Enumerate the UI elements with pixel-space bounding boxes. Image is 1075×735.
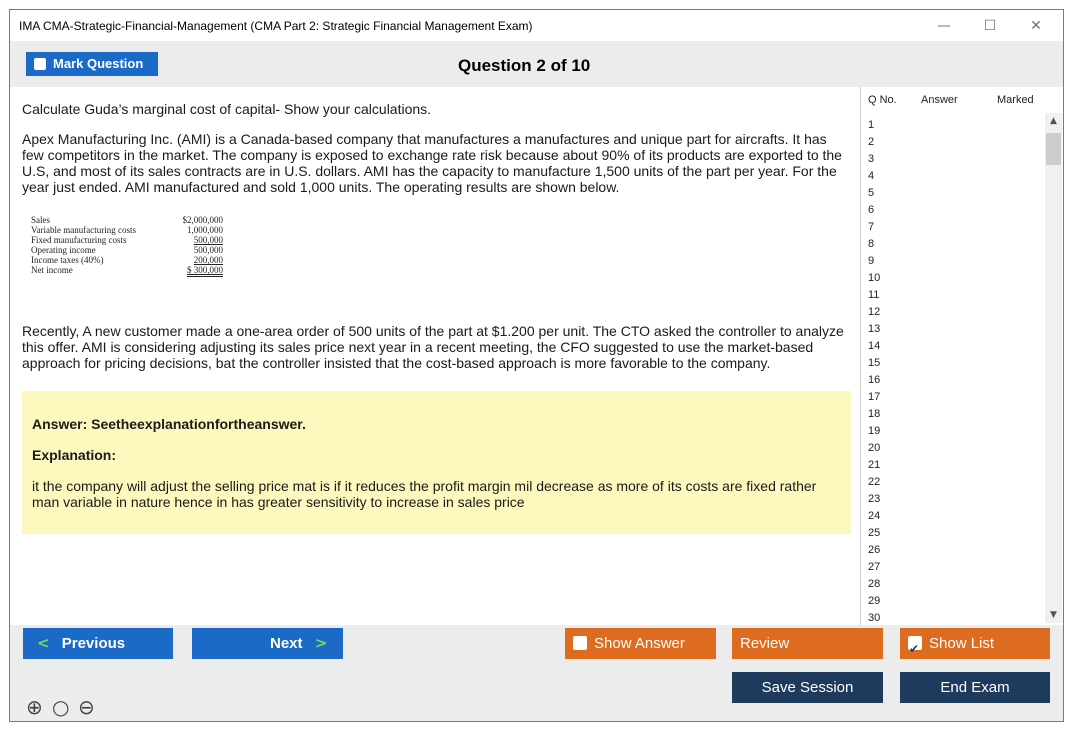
list-item[interactable]: 22 (868, 476, 881, 488)
zoom-reset-icon[interactable]: ○ (52, 695, 70, 719)
zoom-out-icon[interactable]: ⊖ (78, 695, 95, 719)
checkbox-icon (34, 58, 46, 70)
list-item[interactable]: 10 (868, 272, 881, 284)
app-window (9, 9, 1064, 722)
list-item[interactable]: 26 (868, 544, 881, 556)
list-item[interactable]: 29 (868, 595, 881, 607)
answer-box (22, 391, 851, 534)
list-item[interactable]: 19 (868, 425, 881, 437)
list-item[interactable]: 9 (868, 255, 875, 267)
chevron-right-icon: > (314, 634, 328, 652)
question-content (10, 87, 859, 625)
table-row: Fixed manufacturing costs 500,000 (31, 235, 223, 245)
review-label: Review (740, 635, 790, 652)
scrollbar-thumb[interactable] (1046, 133, 1061, 165)
scroll-up-icon[interactable]: ▲ (1050, 116, 1057, 126)
list-item[interactable]: 13 (868, 323, 881, 335)
list-item[interactable]: 3 (868, 153, 875, 165)
column-header-marked: Marked (997, 94, 1034, 106)
show-list-label: Show List (929, 635, 995, 652)
list-item[interactable]: 28 (868, 578, 881, 590)
bottom-bar (10, 625, 1063, 721)
list-item[interactable]: 1 (868, 119, 875, 131)
mark-question-button[interactable] (26, 52, 158, 76)
table-row: Operating income 500,000 (31, 245, 223, 255)
title-bar (10, 10, 1063, 41)
minimize-icon[interactable]: — (937, 18, 951, 34)
list-item[interactable]: 30 (868, 612, 881, 624)
list-item[interactable]: 7 (868, 221, 875, 233)
show-answer-button[interactable] (565, 628, 716, 659)
table-row: Income taxes (40%) 200,000 (31, 255, 223, 265)
table-row: Variable manufacturing costs 1,000,000 (31, 225, 223, 235)
list-item[interactable]: 20 (868, 442, 881, 454)
previous-button[interactable] (23, 628, 173, 659)
list-item[interactable]: 23 (868, 493, 881, 505)
question-paragraph-2: Recently, A new customer made a one-area order of 500 units of the part at $1.200 per unit. The CTO asked the controller to analyze this offer. AMI is considering adjusting its sales price next year in a recent meeting, the CFO suggested to use the market-based approach for pricing decisions, bat the controller insisted that the cost-based approach is more favorable to the company. (22, 323, 844, 371)
show-answer-label: Show Answer (594, 635, 685, 652)
list-item[interactable]: 27 (868, 561, 881, 573)
end-exam-label: End Exam (940, 679, 1010, 696)
save-session-label: Save Session (761, 679, 854, 696)
column-header-qno: Q No. (868, 94, 897, 106)
explanation-heading: Explanation: (32, 447, 117, 463)
list-item[interactable]: 2 (868, 136, 875, 148)
column-header-answer: Answer (921, 94, 958, 106)
list-item[interactable]: 15 (868, 357, 881, 369)
mark-question-label: Mark Question (53, 56, 144, 71)
explanation-text: it the company will adjust the selling price mat is if it reduces the profit margin mil decrease as more of its costs are fixed rather man variable in nature hence in has greater sensitivity to increase in sales price (32, 478, 817, 510)
list-item[interactable]: 14 (868, 340, 881, 352)
previous-label: Previous (61, 635, 126, 652)
question-paragraph-1: Apex Manufacturing Inc. (AMI) is a Canada-based company that manufactures a manufactures and unique part for aircrafts. It has few competitors in the market. The company is exposed to exchange rate risk because about 90% of its products are exported to the U.S, and most of its sales contracts are in U.S. dollars. AMI has the capacity to manufacture 1,500 units of the part per year. For the year just ended. AMI manufactured and sold 1,000 units. The operating results are shown below. (22, 131, 842, 195)
maximize-icon[interactable]: ☐ (983, 18, 997, 34)
list-item[interactable]: 18 (868, 408, 881, 420)
list-item[interactable]: 4 (868, 170, 875, 182)
scroll-down-icon[interactable]: ▼ (1050, 610, 1057, 620)
list-item[interactable]: 6 (868, 204, 875, 216)
table-row: Net income $ 300,000 (31, 265, 223, 275)
list-item[interactable]: 25 (868, 527, 881, 539)
list-item[interactable]: 5 (868, 187, 875, 199)
checkbox-checked-icon (908, 636, 922, 650)
zoom-in-icon[interactable]: ⊕ (26, 695, 43, 719)
operating-results-table (31, 215, 241, 295)
table-row: Sales $2,000,000 (31, 215, 223, 225)
list-item[interactable]: 11 (868, 289, 880, 301)
end-exam-button[interactable] (900, 672, 1050, 703)
chevron-left-icon: < (37, 634, 50, 652)
question-list-panel (860, 87, 1063, 625)
next-button[interactable] (192, 628, 343, 659)
list-item[interactable]: 8 (868, 238, 875, 250)
save-session-button[interactable] (732, 672, 883, 703)
question-prompt: Calculate Guda’s marginal cost of capital- Show your calculations. (22, 101, 432, 117)
window-title: IMA CMA-Strategic-Financial-Management (CMA Part 2: Strategic Financial Management Exam) (19, 19, 533, 33)
review-dropdown[interactable] (732, 628, 883, 659)
question-counter: Question 2 of 10 (458, 56, 591, 75)
question-list-scrollbar[interactable] (1045, 113, 1062, 623)
list-item[interactable]: 17 (868, 391, 881, 403)
close-icon[interactable]: ✕ (1030, 18, 1042, 34)
list-item[interactable]: 21 (868, 459, 881, 471)
toolbar (10, 41, 1063, 87)
show-list-toggle[interactable] (900, 628, 1050, 659)
answer-line: Answer: Seetheexplanationfortheanswer. (32, 416, 306, 432)
list-item[interactable]: 12 (868, 306, 881, 318)
list-item[interactable]: 24 (868, 510, 881, 522)
checkbox-icon (573, 636, 587, 650)
next-label: Next (270, 635, 303, 652)
list-item[interactable]: 16 (868, 374, 881, 386)
question-list (868, 117, 908, 627)
